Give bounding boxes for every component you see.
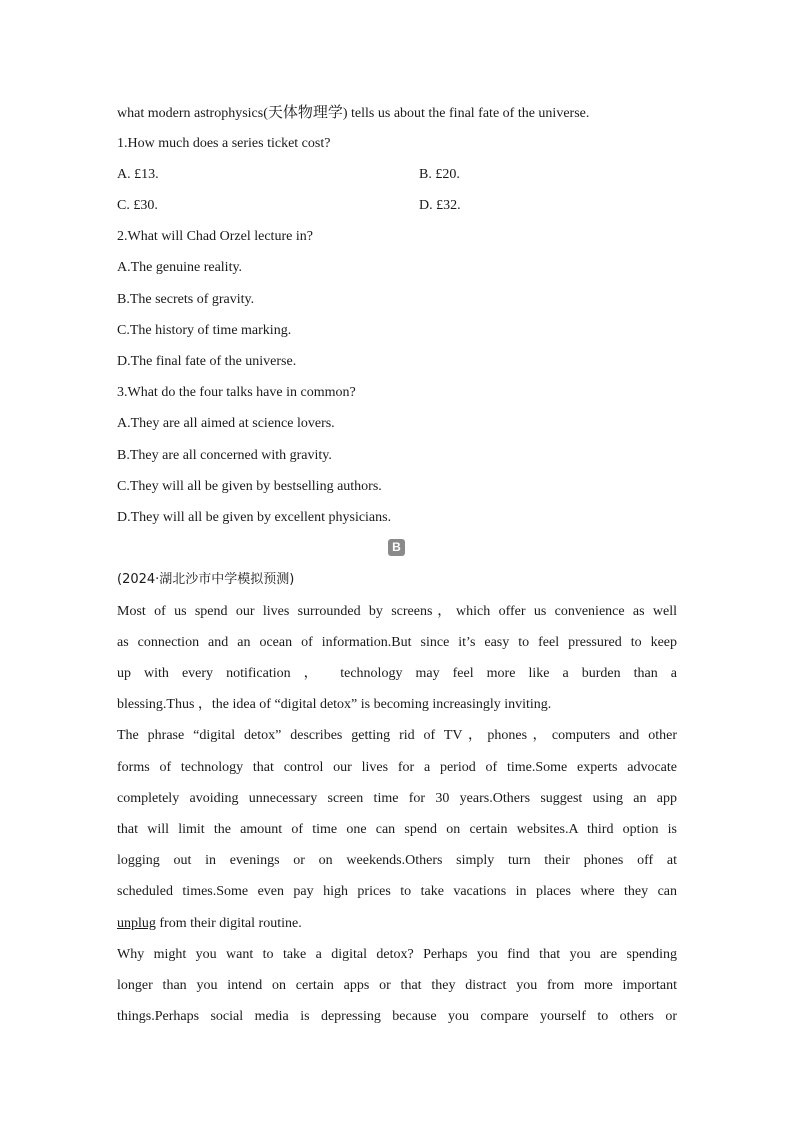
para2-line-1: The phrase “digital detox” describes getting rid of TV，phones，computers and other [117, 728, 677, 743]
para2-line-5: logging out in evenings or on weekends.Others simply turn their phones off at [117, 853, 677, 868]
question-3-option-d: D.They will all be given by excellent physicians. [117, 510, 392, 525]
para2-line-4: that will limit the amount of time one can spend on certain websites.A third option is [117, 822, 677, 837]
para3-line-3: things.Perhaps social media is depressing because you compare yourself to others or [117, 1009, 677, 1024]
section-b-source: (2024·湖北沙市中学模拟预测) [117, 572, 295, 587]
para1-line-4: blessing.Thus ，the idea of “digital detox” is becoming increasingly inviting. [117, 697, 552, 712]
passage-a-tail-before: what modern astrophysics( [117, 106, 268, 121]
question-1-option-a: A. £13. [117, 167, 159, 182]
para2-line-2: forms of technology that control our lives for a period of time.Some experts advocate [117, 760, 677, 775]
question-2-option-b: B.The secrets of gravity. [117, 292, 255, 307]
question-2-option-d: D.The final fate of the universe. [117, 354, 297, 369]
question-3-option-a: A.They are all aimed at science lovers. [117, 416, 335, 431]
question-1-option-b: B. £20. [419, 167, 460, 182]
question-3-stem: 3.What do the four talks have in common? [117, 385, 356, 400]
section-b-badge: B [388, 539, 405, 556]
para3-line-2: longer than you intend on certain apps or that they distract you from more important [117, 978, 677, 993]
para2-line-3: completely avoiding unnecessary screen time for 30 years.Others suggest using an app [117, 791, 677, 806]
question-2-option-a: A.The genuine reality. [117, 260, 243, 275]
question-3-option-c: C.They will all be given by bestselling authors. [117, 479, 382, 494]
question-1-option-d: D. £32. [419, 198, 461, 213]
para1-line-1: Most of us spend our lives surrounded by screens，which offer us convenience as well [117, 604, 677, 619]
question-1-option-c: C. £30. [117, 198, 158, 213]
para2-line-7 [117, 915, 302, 933]
underlined-word-unplug: unplug [117, 916, 156, 931]
para2-line-6: scheduled times.Some even pay high prices to take vacations in places where they can [117, 884, 677, 899]
para1-line-3: up with every notification ， technology may feel more like a burden than a [117, 666, 677, 681]
question-2-stem: 2.What will Chad Orzel lecture in? [117, 229, 313, 244]
passage-a-tail-after: ) tells us about the final fate of the universe. [342, 106, 590, 121]
para2-line-7-rest: from their digital routine. [155, 916, 302, 931]
passage-a-tail-line [117, 103, 589, 121]
para3-line-1: Why might you want to take a digital detox? Perhaps you find that you are spending [117, 947, 677, 962]
question-3-option-b: B.They are all concerned with gravity. [117, 448, 332, 463]
question-2-option-c: C.The history of time marking. [117, 323, 292, 338]
para1-line-2: as connection and an ocean of information.But since it’s easy to feel pressured to keep [117, 635, 677, 650]
question-1-stem: 1.How much does a series ticket cost? [117, 136, 331, 151]
passage-a-tail-cjk: 天体物理学 [267, 103, 343, 121]
